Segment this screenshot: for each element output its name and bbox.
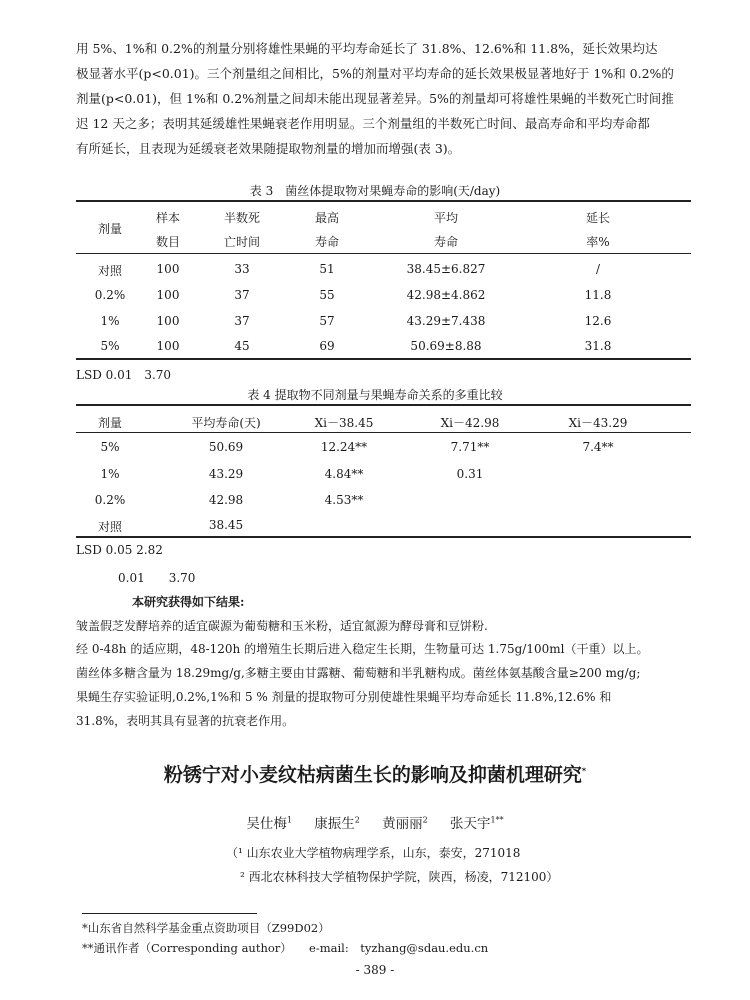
table4-header-cell: Xi－43.29 bbox=[568, 416, 628, 430]
footnote-funding: *山东省自然科学基金重点资助项目（Z99D02） bbox=[82, 921, 330, 935]
author-name: 康振生 bbox=[314, 816, 355, 832]
table3-cell: 11.8 bbox=[584, 288, 612, 302]
table3-cell: 43.29±7.438 bbox=[406, 314, 486, 328]
table4-bottom-rule bbox=[76, 536, 691, 538]
author-affiliation-mark: 2 bbox=[422, 815, 428, 825]
author-name: 张天宇 bbox=[450, 816, 491, 832]
results-heading: 本研究获得如下结果: bbox=[132, 595, 245, 609]
table3-cell: 100 bbox=[156, 339, 180, 353]
table4-cell: 5% bbox=[100, 440, 120, 454]
intro-paragraph bbox=[76, 36, 690, 161]
results-line: 31.8%，表明其具有显著的抗衰老作用。 bbox=[76, 714, 295, 728]
table3-cell: 5% bbox=[100, 339, 120, 353]
footnote-corresponding: **通讯作者（Corresponding author） e-mail: tyzhang@sdau.edu.cn bbox=[82, 941, 489, 955]
table3-cell: 0.2% bbox=[94, 288, 126, 302]
table3-cell: / bbox=[595, 262, 601, 276]
page-number: - 389 - bbox=[355, 963, 395, 977]
table3-header-ext: 延长 bbox=[585, 211, 611, 225]
title-footnote-mark: * bbox=[581, 766, 587, 776]
author-name: 吴仕梅 bbox=[246, 816, 287, 832]
table3-cell: 12.6 bbox=[584, 314, 612, 328]
intro-line: 极显著水平(p<0.01)。三个剂量组之间相比，5%的剂量对平均寿命的延长效果极显著地好于 1%和 0.2%的 bbox=[76, 66, 674, 81]
table3-cell: 51 bbox=[319, 262, 335, 276]
affiliation-line: ² 西北农林科技大学植物保护学院，陕西，杨凌，712100） bbox=[240, 870, 559, 884]
footnote-rule bbox=[82, 913, 257, 914]
table4-header-cell: Xi－38.45 bbox=[314, 416, 374, 430]
table3-cell: 45 bbox=[234, 339, 250, 353]
table4-cell: 4.53** bbox=[324, 493, 364, 507]
results-line: 菌丝体多糖含量为 18.29mg/g,多糖主要由甘露糖、葡萄糖和半乳糖构成。菌丝体氨基酸含量≥200 mg/g; bbox=[76, 666, 641, 680]
table3-cell: 69 bbox=[319, 339, 335, 353]
table4-cell: 7.4** bbox=[582, 440, 614, 454]
table3-header-ext: 率% bbox=[586, 235, 610, 249]
table3-header-max: 最高 bbox=[314, 211, 340, 225]
table3-cell: 100 bbox=[156, 314, 180, 328]
table4-cell: 0.2% bbox=[94, 493, 126, 507]
table4-caption: 表 4 提取物不同剂量与果蝇寿命关系的多重比较 bbox=[247, 388, 503, 402]
table3-top-rule bbox=[76, 200, 691, 202]
table3-cell: 1% bbox=[100, 314, 120, 328]
table3-cell: 31.8 bbox=[584, 339, 612, 353]
table3-cell: 对照 bbox=[97, 264, 123, 278]
table3-cell: 100 bbox=[156, 288, 180, 302]
table3-cell: 50.69±8.88 bbox=[410, 339, 482, 353]
intro-line: 迟 12 天之多；表明其延缓雄性果蝇衰老作用明显。三个剂量组的半数死亡时间、最高寿命和平均寿命都 bbox=[76, 116, 650, 131]
table4-top-rule bbox=[76, 404, 691, 406]
table4-cell: 对照 bbox=[97, 520, 123, 534]
intro-line: 有所延长，且表现为延缓衰老效果随提取物剂量的增加而增强(表 3)。 bbox=[76, 141, 461, 156]
table3-header-half: 半数死 bbox=[223, 211, 261, 225]
results-line: 经 0-48h 的适应期，48-120h 的增殖生长期后进入稳定生长期，生物量可达 1.75g/100ml（干重）以上。 bbox=[76, 642, 649, 656]
table3-cell: 100 bbox=[156, 262, 180, 276]
table4-header-cell: 平均寿命(天) bbox=[191, 416, 261, 430]
table3-cell: 42.98±4.862 bbox=[406, 288, 486, 302]
table3-cell: 55 bbox=[319, 288, 335, 302]
author-affiliation-mark: 1** bbox=[490, 815, 504, 825]
table3-caption: 表 3 菌丝体提取物对果蝇寿命的影响(天/day) bbox=[249, 184, 501, 198]
affiliation-line: （¹ 山东农业大学植物病理学系，山东，泰安，271018 bbox=[226, 846, 521, 860]
table4-cell: 38.45 bbox=[208, 518, 244, 532]
table3-header-half: 亡时间 bbox=[223, 235, 261, 249]
table4-cell: 42.98 bbox=[208, 493, 244, 507]
table4-lsd-001: 0.01 3.70 bbox=[118, 571, 196, 585]
table3-header-dose: 剂量 bbox=[97, 222, 123, 236]
intro-line: 用 5%、1%和 0.2%的剂量分别将雄性果蝇的平均寿命延长了 31.8%、12.6%和 11.8%，延长效果均达 bbox=[76, 41, 658, 56]
table3-cell: 37 bbox=[234, 288, 250, 302]
results-line: 果蝇生存实验证明,0.2%,1%和 5 % 剂量的提取物可分别使雄性果蝇平均寿命延长 11.8%,12.6% 和 bbox=[76, 690, 612, 704]
article-title-text: 粉锈宁对小麦纹枯病菌生长的影响及抑菌机理研究 bbox=[163, 764, 582, 786]
article-title bbox=[0, 760, 750, 787]
table4-cell: 4.84** bbox=[324, 467, 364, 481]
intro-line: 剂量(p<0.01)，但 1%和 0.2%剂量之间却未能出现显著差异。5%的剂量却可将雄性果蝇的半数死亡时间推 bbox=[76, 91, 674, 106]
table3-header-sample: 样本 bbox=[155, 211, 181, 225]
table4-header-cell: Xi－42.98 bbox=[440, 416, 500, 430]
table4-header-cell: 剂量 bbox=[97, 416, 123, 430]
table3-header-sample: 数目 bbox=[155, 235, 181, 249]
table4-header-rule bbox=[76, 432, 691, 433]
author-name: 黄丽丽 bbox=[382, 816, 423, 832]
author-affiliation-mark: 1 bbox=[286, 815, 292, 825]
table3-cell: 57 bbox=[319, 314, 335, 328]
author-affiliation-mark: 2 bbox=[354, 815, 360, 825]
author-list bbox=[0, 812, 750, 832]
table3-header-mean: 平均 bbox=[433, 211, 459, 225]
table3-lsd: LSD 0.01 3.70 bbox=[76, 368, 172, 382]
table3-cell: 37 bbox=[234, 314, 250, 328]
table3-header-rule bbox=[76, 253, 691, 254]
table3-bottom-rule bbox=[76, 358, 691, 360]
table3-header-mean: 寿命 bbox=[433, 235, 459, 249]
table3-header-max: 寿命 bbox=[314, 235, 340, 249]
table4-cell: 12.24** bbox=[320, 440, 368, 454]
table4-cell: 43.29 bbox=[208, 467, 244, 481]
table3-cell: 33 bbox=[234, 262, 250, 276]
results-line: 皱盖假芝发酵培养的适宜碳源为葡萄糖和玉米粉，适宜氮源为酵母膏和豆饼粉. bbox=[76, 619, 488, 633]
table4-lsd-005: LSD 0.05 2.82 bbox=[76, 543, 163, 557]
table4-cell: 7.71** bbox=[450, 440, 490, 454]
table3-cell: 38.45±6.827 bbox=[406, 262, 486, 276]
table4-cell: 1% bbox=[100, 467, 120, 481]
table4-cell: 0.31 bbox=[456, 467, 484, 481]
table4-cell: 50.69 bbox=[208, 440, 244, 454]
